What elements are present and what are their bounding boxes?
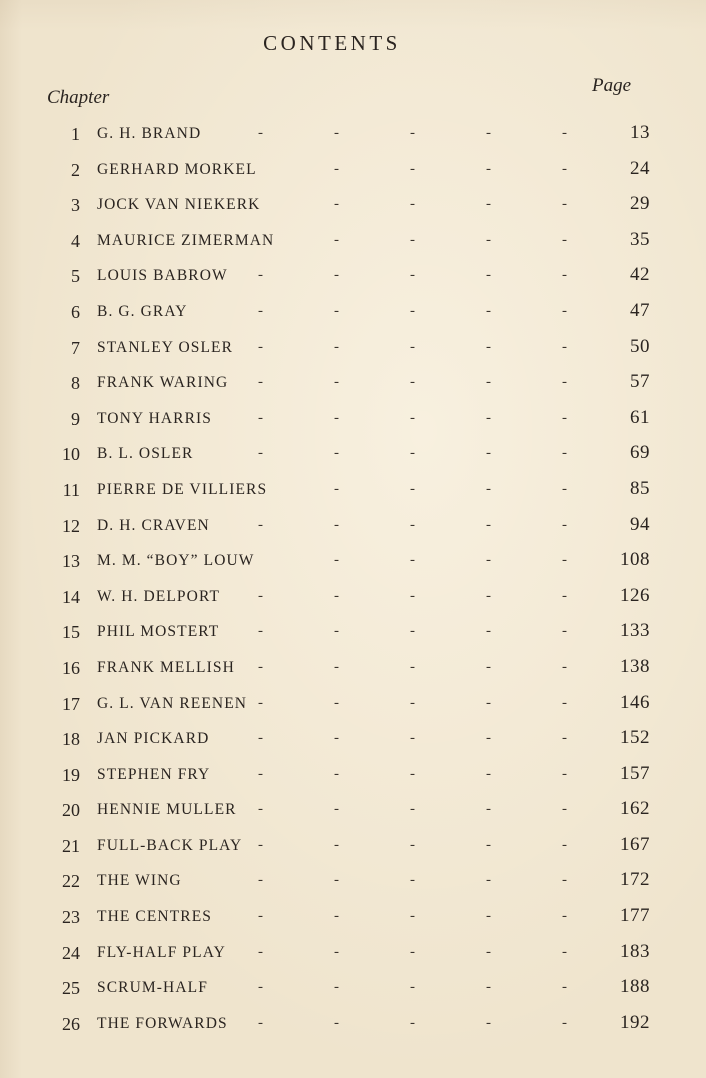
page-column-heading: Page	[592, 75, 632, 96]
contents-entry	[0, 578, 706, 614]
leader-dash: -	[562, 801, 567, 818]
chapter-title: W. H. DELPORT	[97, 587, 221, 605]
leader-dash: -	[562, 765, 567, 782]
chapter-number: 3	[71, 195, 80, 216]
page-number: 138	[620, 655, 650, 677]
leader-dash: -	[410, 338, 415, 355]
chapter-title: GERHARD MORKEL	[97, 160, 257, 178]
leader-dash: -	[410, 730, 415, 747]
leader-dash: -	[334, 480, 339, 497]
leader-dash: -	[562, 196, 567, 213]
leader-dash: -	[562, 231, 567, 248]
leader-dash: -	[562, 908, 567, 925]
dot-leaders	[258, 766, 578, 782]
contents-entry	[0, 1005, 706, 1041]
contents-entry	[0, 862, 706, 898]
leader-dash: -	[486, 196, 491, 213]
leader-dash: -	[486, 409, 491, 426]
leader-dash: -	[486, 160, 491, 177]
leader-dash: -	[410, 658, 415, 675]
leader-dash: -	[486, 125, 491, 141]
leader-dash: -	[258, 302, 263, 319]
page-number: 94	[630, 513, 650, 535]
leader-dash: -	[486, 302, 491, 319]
leader-dash: -	[562, 338, 567, 355]
chapter-title: SCRUM-HALF	[97, 979, 208, 997]
page-number: 188	[620, 976, 650, 998]
chapter-number: 20	[62, 800, 80, 821]
leader-dash: -	[410, 231, 415, 248]
dot-leaders	[258, 979, 578, 995]
leader-dash: -	[334, 1014, 339, 1031]
leader-dash: -	[486, 480, 491, 497]
dot-leaders	[258, 872, 578, 888]
leader-dash: -	[334, 445, 339, 462]
dot-leaders	[258, 232, 578, 248]
chapter-title: B. G. GRAY	[97, 302, 188, 320]
chapter-title: FRANK MELLISH	[97, 658, 235, 676]
chapter-number: 9	[71, 408, 80, 429]
leader-dash: -	[410, 1014, 415, 1031]
chapter-column-heading: Chapter	[47, 87, 110, 108]
leader-dash: -	[410, 552, 415, 569]
chapter-number: 25	[62, 978, 80, 999]
leader-dash: -	[258, 801, 263, 818]
leader-dash: -	[258, 872, 263, 889]
chapter-number: 14	[62, 586, 80, 607]
dot-leaders	[258, 944, 578, 960]
leader-dash: -	[562, 1014, 567, 1031]
page-number: 69	[630, 442, 650, 464]
leader-dash: -	[486, 908, 491, 925]
chapter-number: 15	[62, 622, 80, 643]
leader-dash: -	[334, 302, 339, 319]
page-number: 183	[620, 940, 650, 962]
leader-dash: -	[334, 694, 339, 711]
chapter-title: G. H. BRAND	[97, 125, 202, 142]
leader-dash: -	[410, 302, 415, 319]
leader-dash: -	[486, 872, 491, 889]
chapter-number: 7	[71, 337, 80, 358]
chapter-title: D. H. CRAVEN	[97, 516, 210, 534]
leader-dash: -	[410, 623, 415, 640]
page-number: 157	[620, 762, 650, 784]
dot-leaders	[258, 801, 578, 817]
dot-leaders	[258, 552, 578, 568]
page-number: 192	[620, 1011, 650, 1033]
chapter-title: PIERRE DE VILLIERS	[97, 480, 268, 498]
leader-dash: -	[334, 552, 339, 569]
leader-dash: -	[486, 267, 491, 284]
leader-dash: -	[334, 587, 339, 604]
leader-dash: -	[334, 160, 339, 177]
chapter-title: MAURICE ZIMERMAN	[97, 231, 275, 249]
leader-dash: -	[410, 836, 415, 853]
dot-leaders	[258, 267, 578, 283]
chapter-number: 1	[71, 124, 80, 144]
page-number: 50	[630, 335, 650, 357]
page-number: 162	[620, 798, 650, 820]
leader-dash: -	[258, 623, 263, 640]
leader-dash: -	[562, 374, 567, 391]
leader-dash: -	[562, 267, 567, 284]
leader-dash: -	[334, 267, 339, 284]
leader-dash: -	[486, 979, 491, 996]
chapter-number: 19	[62, 764, 80, 785]
leader-dash: -	[258, 730, 263, 747]
leader-dash: -	[258, 658, 263, 675]
leader-dash: -	[410, 801, 415, 818]
leader-dash: -	[334, 409, 339, 426]
leader-dash: -	[410, 267, 415, 284]
chapter-number: 11	[62, 479, 80, 500]
contents-entry	[0, 685, 706, 721]
leader-dash: -	[334, 943, 339, 960]
chapter-title: STEPHEN FRY	[97, 765, 211, 783]
leader-dash: -	[410, 516, 415, 533]
page-number: 29	[630, 193, 650, 215]
chapter-title: STANLEY OSLER	[97, 338, 234, 356]
contents-entry	[0, 435, 706, 471]
chapter-number: 4	[71, 230, 80, 251]
leader-dash: -	[258, 516, 263, 533]
leader-dash: -	[486, 658, 491, 675]
leader-dash: -	[410, 374, 415, 391]
contents-entry	[0, 507, 706, 543]
leader-dash: -	[486, 516, 491, 533]
contents-list	[0, 115, 706, 1040]
chapter-title: FLY-HALF PLAY	[97, 943, 226, 961]
leader-dash: -	[486, 623, 491, 640]
chapter-number: 18	[62, 729, 80, 750]
leader-dash: -	[562, 516, 567, 533]
leader-dash: -	[334, 338, 339, 355]
leader-dash: -	[562, 302, 567, 319]
leader-dash: -	[562, 587, 567, 604]
dot-leaders	[258, 481, 578, 497]
chapter-title: G. L. VAN REENEN	[97, 694, 248, 712]
leader-dash: -	[486, 694, 491, 711]
leader-dash: -	[562, 979, 567, 996]
page-number: 47	[630, 299, 650, 321]
page-number: 152	[620, 727, 650, 749]
leader-dash: -	[258, 765, 263, 782]
leader-dash: -	[486, 836, 491, 853]
leader-dash: -	[486, 552, 491, 569]
page-number: 13	[630, 122, 650, 143]
chapter-number: 17	[62, 693, 80, 714]
leader-dash: -	[486, 231, 491, 248]
leader-dash: -	[562, 943, 567, 960]
contents-entry	[0, 186, 706, 222]
page-number: 42	[630, 264, 650, 286]
chapter-number: 13	[62, 551, 80, 572]
chapter-title: M. M. “BOY” LOUW	[97, 552, 255, 570]
dot-leaders	[258, 1015, 578, 1031]
chapter-number: 12	[62, 515, 80, 536]
leader-dash: -	[334, 623, 339, 640]
contents-entry	[0, 257, 706, 293]
chapter-title: THE WING	[97, 872, 182, 890]
leader-dash: -	[562, 836, 567, 853]
page-number: 57	[630, 371, 650, 393]
leader-dash: -	[410, 765, 415, 782]
dot-leaders	[258, 730, 578, 746]
contents-entry	[0, 364, 706, 400]
dot-leaders	[258, 588, 578, 604]
leader-dash: -	[486, 943, 491, 960]
leader-dash: -	[486, 338, 491, 355]
contents-entry	[0, 400, 706, 436]
leader-dash: -	[258, 979, 263, 996]
contents-entry	[0, 613, 706, 649]
contents-entry	[0, 542, 706, 578]
leader-dash: -	[334, 658, 339, 675]
leader-dash: -	[334, 836, 339, 853]
page-number: 126	[620, 584, 650, 606]
leader-dash: -	[258, 445, 263, 462]
chapter-number: 21	[62, 835, 80, 856]
page-number: 85	[630, 477, 650, 499]
leader-dash: -	[334, 765, 339, 782]
leader-dash: -	[562, 694, 567, 711]
contents-entry	[0, 222, 706, 258]
leader-dash: -	[486, 730, 491, 747]
chapter-number: 24	[62, 942, 80, 963]
leader-dash: -	[258, 374, 263, 391]
leader-dash: -	[334, 908, 339, 925]
page-number: 167	[620, 833, 650, 855]
chapter-number: 10	[62, 444, 80, 465]
leader-dash: -	[410, 409, 415, 426]
leader-dash: -	[410, 445, 415, 462]
leader-dash: -	[562, 445, 567, 462]
chapter-title: THE FORWARDS	[97, 1014, 228, 1032]
page-title: CONTENTS	[263, 31, 401, 55]
leader-dash: -	[410, 160, 415, 177]
leader-dash: -	[410, 908, 415, 925]
dot-leaders	[258, 125, 578, 141]
dot-leaders	[258, 410, 578, 426]
contents-entry	[0, 969, 706, 1005]
leader-dash: -	[562, 160, 567, 177]
dot-leaders	[258, 659, 578, 675]
chapter-title: THE CENTRES	[97, 908, 212, 926]
chapter-title: TONY HARRIS	[97, 409, 213, 427]
leader-dash: -	[410, 587, 415, 604]
chapter-number: 5	[71, 266, 80, 287]
leader-dash: -	[258, 267, 263, 284]
dot-leaders	[258, 196, 578, 212]
page-number: 146	[620, 691, 650, 713]
chapter-title: PHIL MOSTERT	[97, 623, 220, 641]
chapter-number: 26	[62, 1013, 80, 1034]
contents-entry	[0, 293, 706, 329]
dot-leaders	[258, 339, 578, 355]
leader-dash: -	[258, 694, 263, 711]
leader-dash: -	[258, 943, 263, 960]
chapter-number: 2	[71, 159, 80, 180]
leader-dash: -	[258, 1014, 263, 1031]
chapter-number: 8	[71, 373, 80, 394]
leader-dash: -	[562, 409, 567, 426]
leader-dash: -	[562, 658, 567, 675]
dot-leaders	[258, 445, 578, 461]
leader-dash: -	[410, 872, 415, 889]
leader-dash: -	[486, 374, 491, 391]
leader-dash: -	[410, 196, 415, 213]
page-number: 108	[620, 549, 650, 571]
leader-dash: -	[410, 979, 415, 996]
contents-entry	[0, 827, 706, 863]
contents-entry	[0, 115, 706, 151]
leader-dash: -	[562, 872, 567, 889]
leader-dash: -	[334, 516, 339, 533]
contents-entry	[0, 151, 706, 187]
leader-dash: -	[334, 374, 339, 391]
dot-leaders	[258, 161, 578, 177]
leader-dash: -	[410, 480, 415, 497]
chapter-number: 23	[62, 907, 80, 928]
leader-dash: -	[334, 730, 339, 747]
chapter-title: FULL-BACK PLAY	[97, 836, 243, 854]
leader-dash: -	[410, 125, 415, 141]
contents-entry	[0, 329, 706, 365]
leader-dash: -	[334, 979, 339, 996]
leader-dash: -	[486, 1014, 491, 1031]
leader-dash: -	[334, 125, 339, 141]
page-number: 61	[630, 406, 650, 428]
dot-leaders	[258, 303, 578, 319]
leader-dash: -	[562, 480, 567, 497]
chapter-number: 6	[71, 301, 80, 322]
dot-leaders	[258, 623, 578, 639]
leader-dash: -	[258, 409, 263, 426]
leader-dash: -	[562, 125, 567, 141]
leader-dash: -	[258, 125, 263, 141]
chapter-title: JOCK VAN NIEKERK	[97, 196, 261, 214]
leader-dash: -	[486, 587, 491, 604]
leader-dash: -	[410, 943, 415, 960]
leader-dash: -	[334, 801, 339, 818]
leader-dash: -	[562, 552, 567, 569]
contents-entry	[0, 471, 706, 507]
contents-entry	[0, 791, 706, 827]
chapter-title: LOUIS BABROW	[97, 267, 228, 285]
leader-dash: -	[410, 694, 415, 711]
page-number: 177	[620, 905, 650, 927]
dot-leaders	[258, 837, 578, 853]
dot-leaders	[258, 374, 578, 390]
chapter-title: JAN PICKARD	[97, 730, 210, 748]
contents-entry	[0, 720, 706, 756]
chapter-number: 22	[62, 871, 80, 892]
page-number: 24	[630, 157, 650, 179]
leader-dash: -	[486, 801, 491, 818]
dot-leaders	[258, 517, 578, 533]
leader-dash: -	[258, 908, 263, 925]
page-number: 133	[620, 620, 650, 642]
leader-dash: -	[334, 231, 339, 248]
contents-entry	[0, 756, 706, 792]
chapter-number: 16	[62, 657, 80, 678]
leader-dash: -	[486, 765, 491, 782]
chapter-title: FRANK WARING	[97, 374, 229, 392]
leader-dash: -	[334, 872, 339, 889]
leader-dash: -	[562, 730, 567, 747]
leader-dash: -	[258, 587, 263, 604]
leader-dash: -	[562, 623, 567, 640]
contents-entry	[0, 934, 706, 970]
dot-leaders	[258, 695, 578, 711]
leader-dash: -	[486, 445, 491, 462]
leader-dash: -	[258, 836, 263, 853]
contents-entry	[0, 898, 706, 934]
chapter-title: B. L. OSLER	[97, 445, 194, 463]
page-number: 35	[630, 228, 650, 250]
dot-leaders	[258, 908, 578, 924]
chapter-title: HENNIE MULLER	[97, 801, 237, 819]
leader-dash: -	[334, 196, 339, 213]
contents-entry	[0, 649, 706, 685]
leader-dash: -	[258, 338, 263, 355]
page-number: 172	[620, 869, 650, 891]
